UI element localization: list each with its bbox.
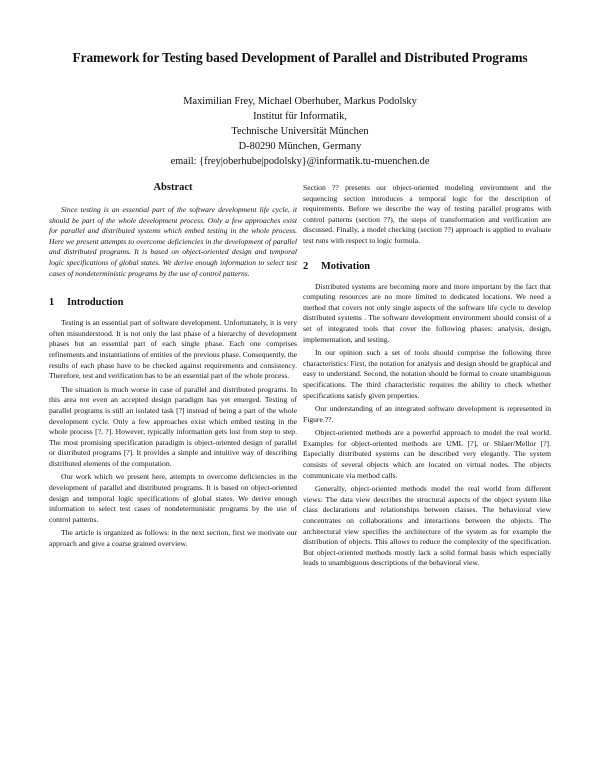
author-block bbox=[100, 94, 500, 169]
section-1-title: Introduction bbox=[67, 297, 124, 309]
section-1-paragraph: Our work which we present here, attempts to overcome deficiencies in the development of parallel and distributed programs. It is based on object-oriented design and temporal logic specifications of global states. We derive enough information to select test cases of nondeterministic programs by the use of control patterns. bbox=[49, 472, 297, 524]
paper-title: Framework for Testing based Development of Parallel and Distributed Programs bbox=[72, 50, 528, 65]
section-2-title: Motivation bbox=[321, 260, 371, 272]
abstract-text: Since testing is an essential part of the software development life cycle, it should be part of the whole development process. Only a few approaches exist for parallel and distributed systems which embed testing in the whole process. Here we present attempts to overcome deficiencies in the development of parallel and distributed programs. It is based on object-oriented design and temporal logic specifications of global states. We derive enough information to select test cases of nondeterministic programs by the use of control patterns. bbox=[49, 205, 297, 278]
section-1-paragraph: The situation is much worse in case of parallel and distributed programs. In this area not even an accepted design paradigm has yet emerged. Testing of parallel programs is still an isolated task [?] instead of being a part of the whole development cycle. Only a few approaches exist which embed testing in the whole process [?, ?]. However, typically information gets lost from step to step. The most promising specification paradigm is object-oriented design of parallel or distributed programs [?]. It provides a simple and intuitive way of describing distributed elements of the computation. bbox=[49, 384, 297, 468]
section-2-number: 2 bbox=[303, 260, 309, 272]
section-2-paragraph: Object-oriented methods are a powerful approach to model the real world. Examples for object-oriented methods are UML [?], or Shlaer/Mellor [?]. Especially distributed systems can be described very elegantly. The system consists of several objects which are located on virtual nodes. The objects communicate via method calls. bbox=[303, 428, 551, 480]
author-email: email: {frey|oberhube|podolsky}@informatik.tu-muenchen.de bbox=[170, 156, 430, 167]
author-address: D-80290 München, Germany bbox=[238, 141, 362, 152]
section-2-paragraph: Generally, object-oriented methods model the real world from different views: The data view describes the structural aspects of the object system like class declarations and relationships between classes. The behavioral view concentrates on collaborations and interactions between the objects. The architectural view specifies the architecture of the system as for example the distribution of objects. This allows to reduce the complexity of the specification. But object-oriented methods mostly lack a solid formal basis which especially leads to unambiguous descriptions of the behavioral view. bbox=[303, 484, 551, 568]
section-1-paragraph: Testing is an essential part of software development. Unfortunately, it is very often misunderstood. It is not only the last phase of a hierarchy of development phases but an essential part of each single phase. Each one comprises refinements and instantiations of entities of the previous phase. Consequently, the results of each phase have to be checked against requirements and consistency. Therefore, test and verification has to be an essential part of the whole process. bbox=[49, 318, 297, 381]
abstract-heading: Abstract bbox=[153, 182, 193, 193]
section-2-heading bbox=[303, 261, 551, 272]
section-2-paragraph: Our understanding of an integrated software development is represented in Figure ??. bbox=[303, 404, 551, 424]
author-institute: Institut für Informatik, bbox=[253, 111, 347, 122]
section-1-number: 1 bbox=[49, 297, 55, 309]
section-1-heading bbox=[49, 297, 297, 308]
continued-paragraph: Section ?? presents our object-oriented modeling environment and the sequencing section introduces a temporal logic for the description of requirements. Before we describe the way of testing parallel programs with control patterns (section ??), the steps of transformation and verification are discussed. Finally, a model checking (section ??) approach is applied to evaluate test runs with respect to logic formula. bbox=[303, 183, 551, 245]
section-1-paragraph: The article is organized as follows: in the next section, first we motivate our approach and give a coarse grained overview. bbox=[49, 528, 297, 549]
author-names: Maximilian Frey, Michael Oberhuber, Markus Podolsky bbox=[183, 96, 417, 107]
right-column bbox=[303, 183, 551, 572]
section-2-paragraph: Distributed systems are becoming more and more important by the fact that computing resources are no more limited to dedicated locations. We need a method that covers not only single aspects of the software life cycle to develop distributed systems . The software development environment should consist of a set of integrated tools that cover the following phases: analysis, design, implementation, and testing. bbox=[303, 281, 551, 344]
section-2-paragraph: In our opinion such a set of tools should comprise the following three characteristics: First, the notation for analysis and design should be graphical and easy to understand. Second, the notation should be formal to create unambiguous specifications. The third characteristic requires the ability to check whether specifications satisfy given properties. bbox=[303, 348, 551, 400]
author-university: Technische Universität München bbox=[231, 126, 369, 137]
left-column bbox=[49, 182, 297, 553]
